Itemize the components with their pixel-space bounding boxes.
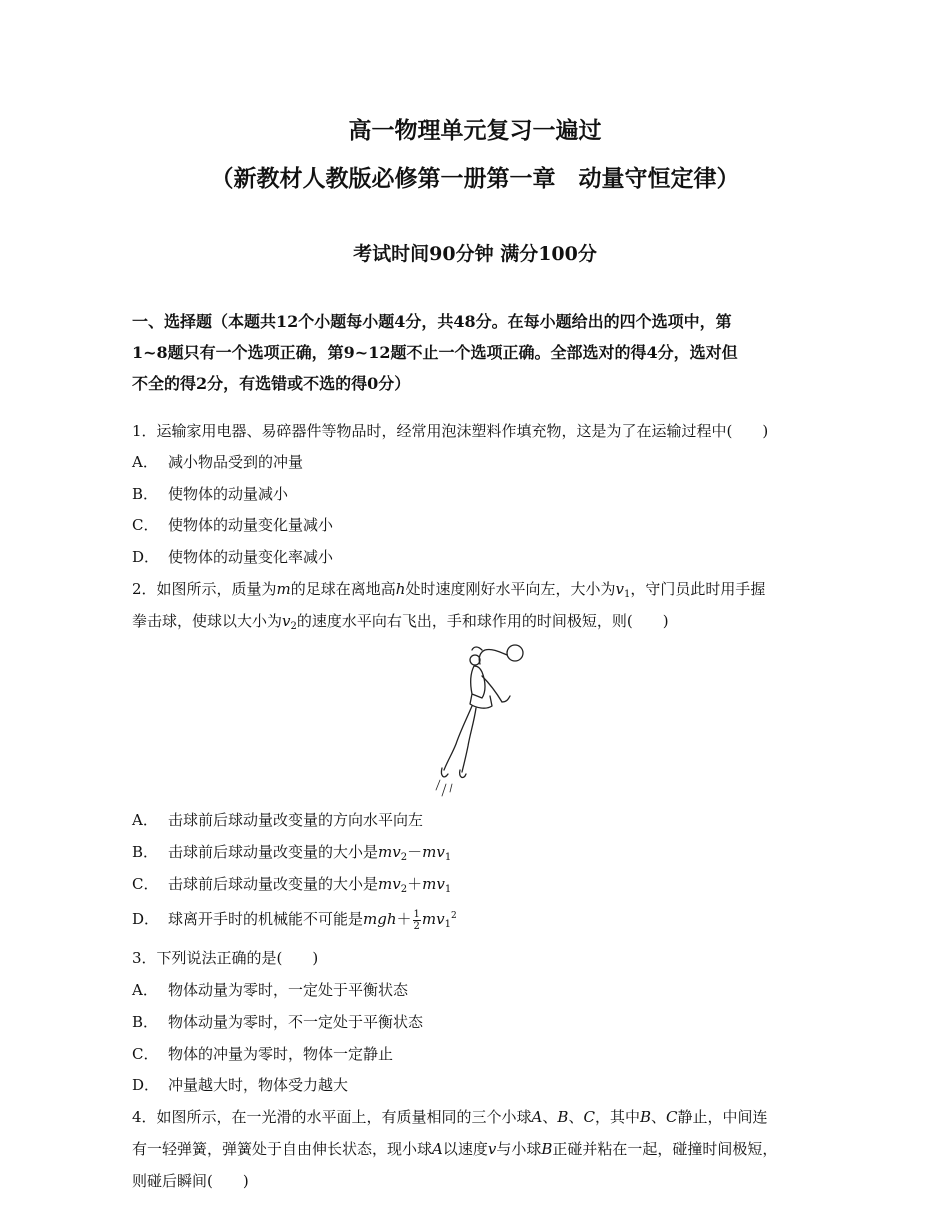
text-run: ，其中 (594, 1108, 640, 1126)
text-run: ，守门员此时用手握 (630, 580, 766, 598)
text-run: 静止，中间连 (677, 1108, 768, 1126)
math-expr: mv (378, 875, 401, 893)
option-text: 球离开手时的机械能不可能是 (168, 910, 364, 928)
text-run: 正碰并粘在一起，碰撞时间极短， (552, 1140, 778, 1158)
option-label: D． (132, 1076, 160, 1094)
text-run: 、 (542, 1108, 558, 1126)
text-run: 拳击球，使球以大小为 (132, 612, 283, 630)
math-var: A (432, 1140, 443, 1158)
question-2-stem-line-2 (132, 610, 669, 632)
question-1-option-a (132, 451, 303, 472)
question-4-stem-line-2 (132, 1138, 777, 1159)
math-var: B (557, 1108, 569, 1126)
math-expr: mv (422, 875, 445, 893)
math-op: － (407, 843, 423, 861)
ball-icon (507, 645, 523, 661)
option-text: 使物体的动量减小 (168, 485, 289, 503)
math-var: h (395, 580, 406, 598)
option-text: 使物体的动量变化量减小 (168, 516, 334, 534)
question-1-stem: 1．运输家用电器、易碎器件等物品时，经常用泡沫塑料作填充物，这是为了在运输过程中( ) (132, 422, 769, 440)
text-run: 的足球在离地高 (290, 580, 396, 598)
question-4-stem-line-3: 则碰后瞬间( ) (132, 1172, 249, 1190)
option-label: D． (132, 910, 160, 928)
text-run: 4．如图所示，在一光滑的水平面上，有质量相同的三个小球 (132, 1108, 532, 1126)
text-run: 、 (568, 1108, 584, 1126)
page-subtitle: （新教材人教版必修第一册第一章 动量守恒定律） (210, 165, 740, 192)
page-title: 高一物理单元复习一遍过 (348, 117, 602, 144)
math-var: v (487, 1140, 497, 1158)
math-var: A (531, 1108, 543, 1126)
option-label: C． (132, 516, 159, 534)
subscript: 1 (623, 589, 631, 600)
question-2-stem-line-1 (132, 578, 765, 600)
option-text: 物体动量为零时，不一定处于平衡状态 (168, 1013, 424, 1031)
math-expr: mv (378, 843, 401, 861)
exam-info: 考试时间90分钟 满分100分 (353, 243, 597, 265)
option-text: 冲量越大时，物体受力越大 (168, 1076, 349, 1094)
subscript: 1 (444, 884, 452, 895)
subscript: 1 (444, 852, 452, 863)
option-text: 击球前后球动量改变量的方向水平向左 (168, 811, 424, 829)
text-run: 与小球 (496, 1140, 542, 1158)
math-op: ＋ (396, 910, 412, 928)
option-label: C． (132, 875, 159, 893)
option-label: A． (132, 811, 158, 829)
subscript: 2 (400, 852, 408, 863)
question-3-option-c (132, 1043, 393, 1064)
text-run: 处时速度刚好水平向左，大小为 (405, 580, 616, 598)
option-text: 物体的冲量为零时，物体一定静止 (168, 1045, 394, 1063)
option-label: B． (132, 843, 159, 861)
subscript: 2 (400, 884, 408, 895)
text-run: 以速度 (442, 1140, 488, 1158)
math-expr: mv (422, 843, 445, 861)
subscript: 1 (444, 919, 451, 930)
math-op: ＋ (407, 875, 423, 893)
text-run: 2．如图所示，质量为 (132, 580, 277, 598)
option-label: C． (132, 1045, 159, 1063)
fraction-denominator: 2 (413, 920, 420, 932)
question-3-stem: 3．下列说法正确的是( ) (132, 949, 319, 967)
option-text: 击球前后球动量改变量的大小是 (168, 843, 379, 861)
question-1-option-c (132, 514, 333, 535)
section-heading-line: 1~8题只有一个选项正确，第9~12题不止一个选项正确。全部选对的得4分，选对但 (132, 343, 738, 362)
goalkeeper-figure (430, 640, 530, 800)
math-var: C (583, 1108, 595, 1126)
question-1-option-b (132, 483, 288, 504)
option-text: 击球前后球动量改变量的大小是 (168, 875, 379, 893)
fraction (413, 909, 421, 932)
superscript: 2 (450, 911, 457, 921)
math-var: v (282, 612, 291, 630)
math-var: m (276, 580, 291, 598)
option-label: D． (132, 548, 160, 566)
section-heading-line: 一、选择题（本题共12个小题每小题4分，共48分。在每小题给出的四个选项中，第 (132, 312, 732, 331)
question-2-option-a (132, 809, 423, 830)
option-text: 减小物品受到的冲量 (168, 453, 304, 471)
fraction-numerator: 1 (413, 908, 420, 920)
section-heading (132, 306, 832, 399)
subscript: 2 (290, 621, 297, 632)
text-run: 、 (650, 1108, 666, 1126)
question-3-option-b (132, 1011, 423, 1032)
text-run: 的速度水平向右飞出，手和球作用的时间极短，则( ) (296, 612, 669, 630)
question-3-option-a (132, 979, 408, 1000)
question-2-option-b (132, 841, 451, 863)
section-heading-line: 不全的得2分，有选错或不选的得0分） (132, 374, 411, 393)
question-2-option-d (132, 908, 457, 932)
question-4-stem-line-1 (132, 1106, 768, 1127)
option-label: A． (132, 981, 158, 999)
math-var: B (639, 1108, 651, 1126)
math-var: B (541, 1140, 553, 1158)
math-var: v (615, 580, 624, 598)
option-text: 物体动量为零时，一定处于平衡状态 (168, 981, 409, 999)
option-text: 使物体的动量变化率减小 (168, 548, 334, 566)
question-2-option-c (132, 873, 451, 895)
math-expr: mv (421, 910, 445, 928)
option-label: B． (132, 1013, 159, 1031)
math-var: C (666, 1108, 678, 1126)
question-1-option-d (132, 546, 333, 567)
option-label: B． (132, 485, 159, 503)
math-expr: mgh (363, 910, 397, 928)
text-run: 有一轻弹簧，弹簧处于自由伸长状态，现小球 (132, 1140, 433, 1158)
option-label: A． (132, 453, 158, 471)
question-3-option-d (132, 1074, 348, 1095)
